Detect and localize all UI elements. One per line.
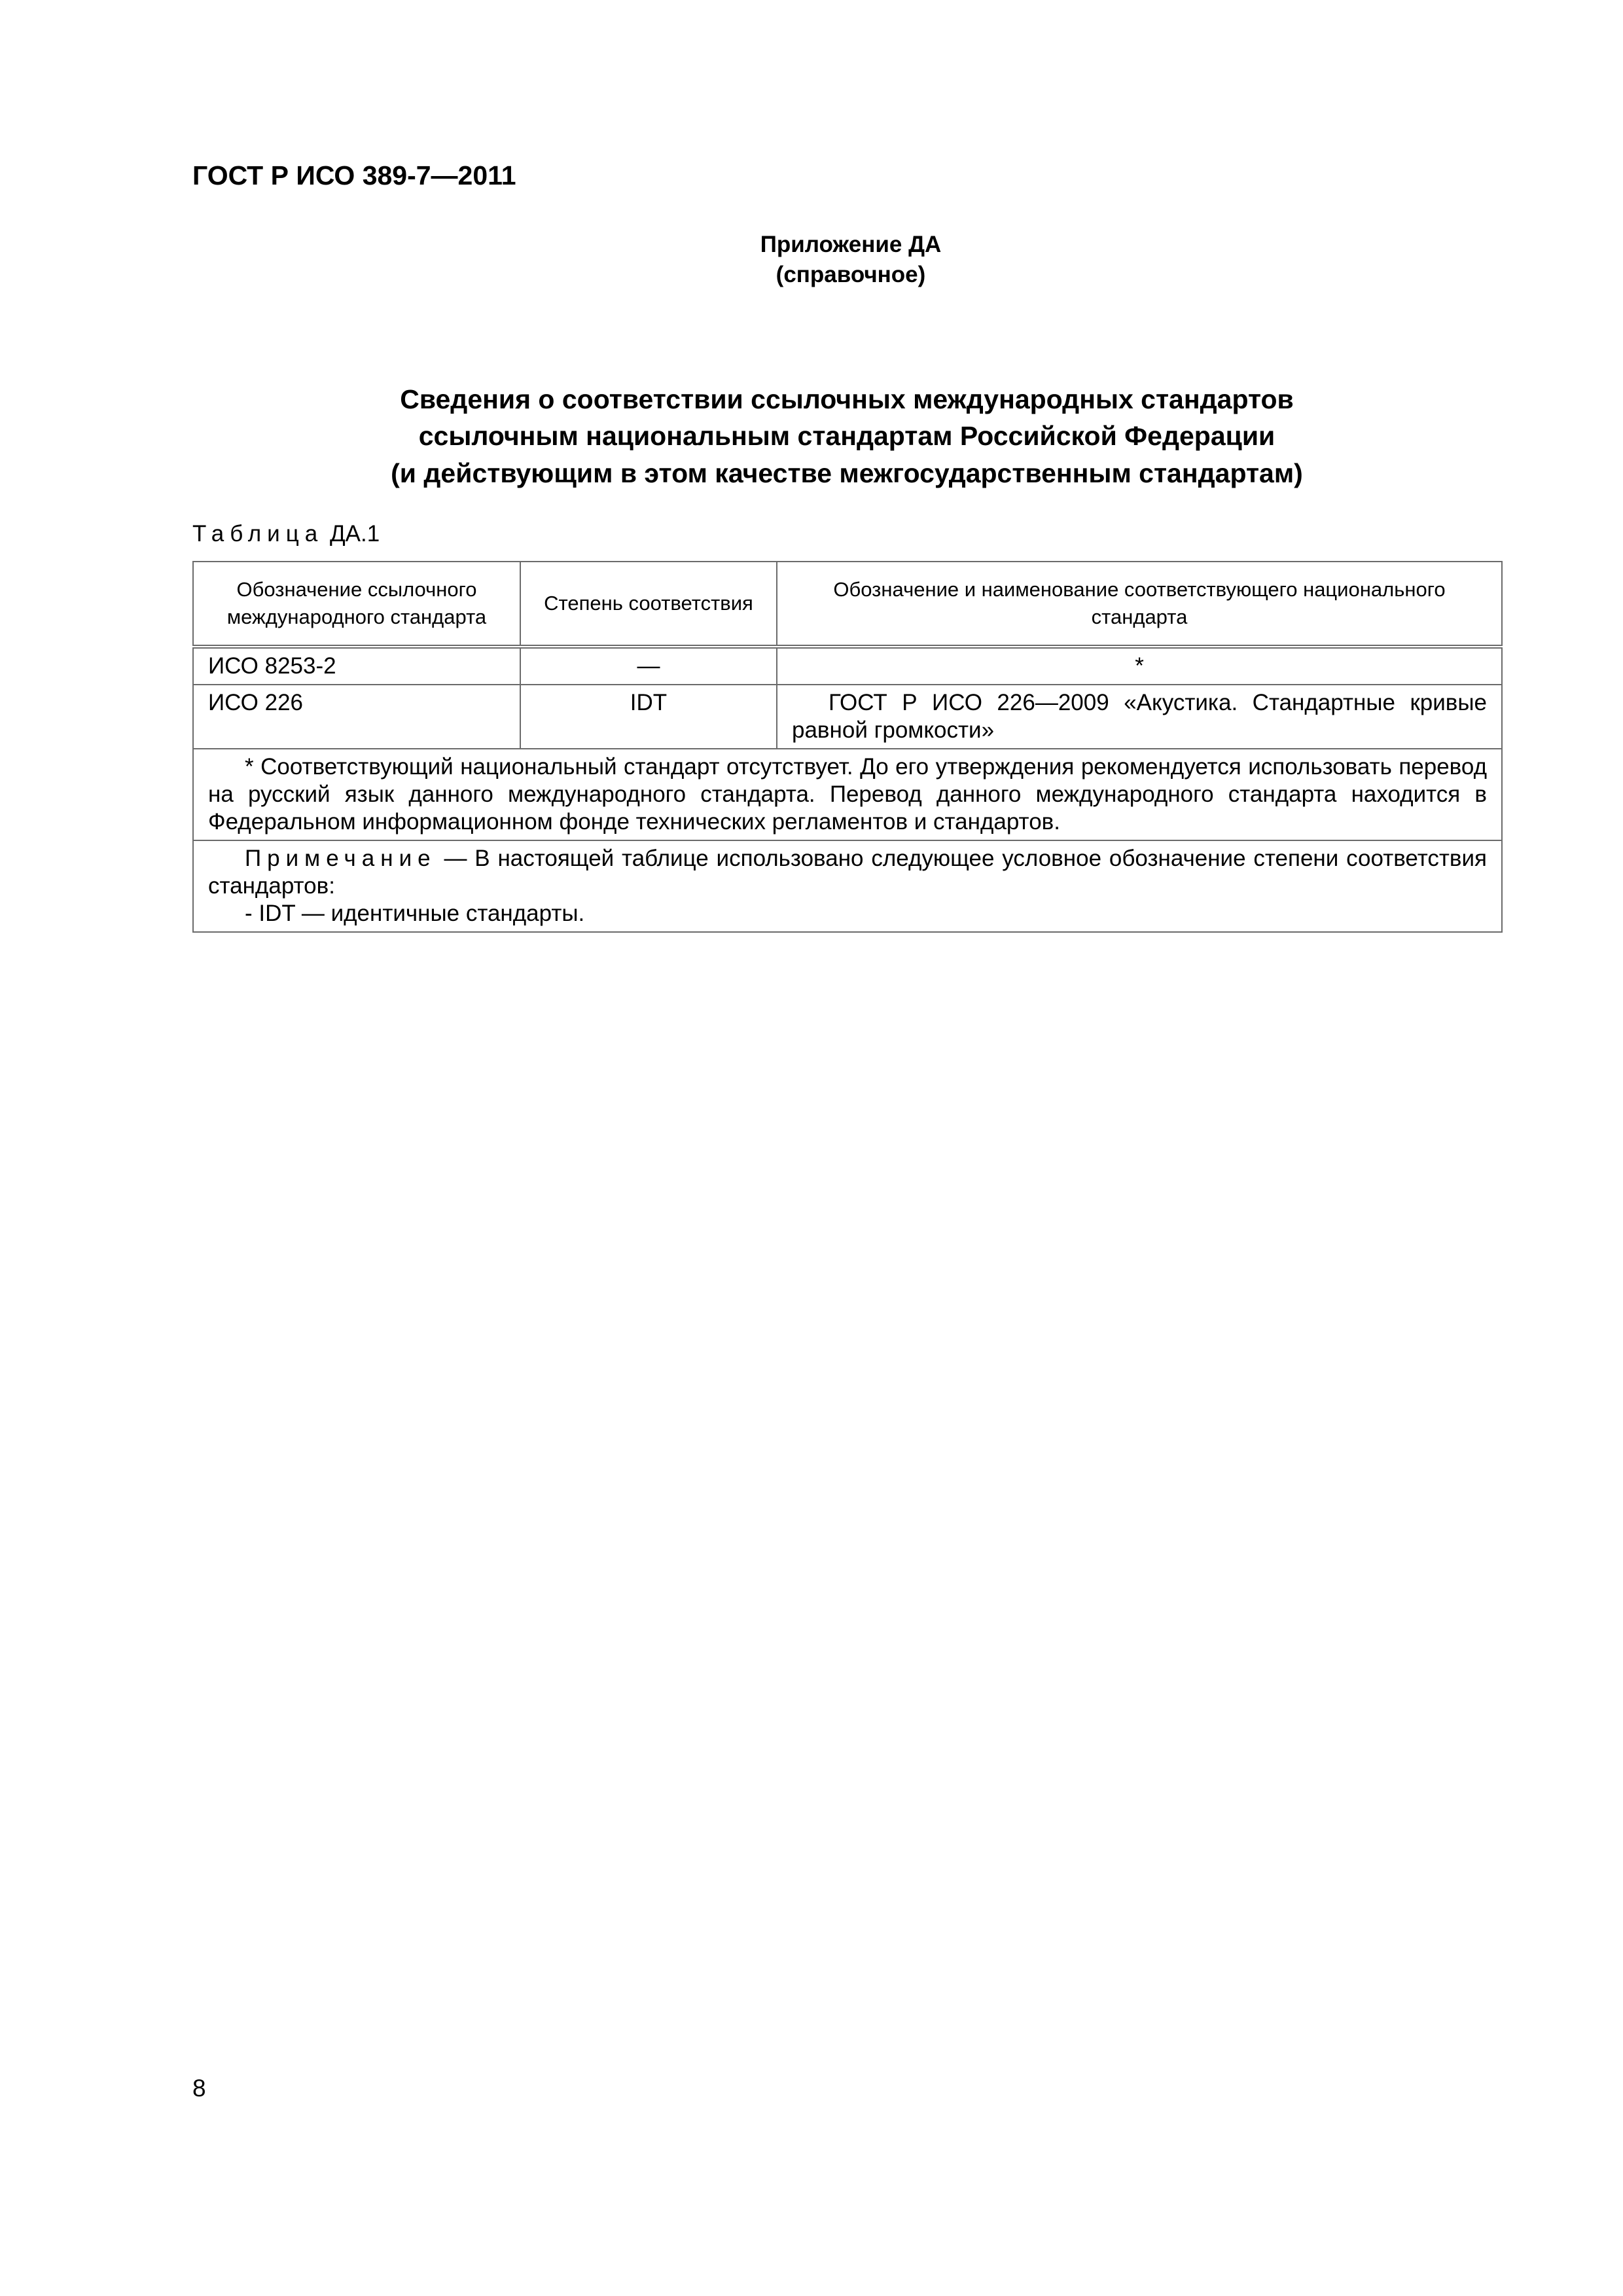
heading-line-2: ссылочным национальным стандартам Российской Федерации: [418, 421, 1275, 451]
table-header-row: [193, 562, 1502, 647]
cell-degree: IDT: [520, 685, 777, 749]
note-body: — В настоящей таблице использовано следующее условное обозначение степени соответствия стандартов:: [208, 846, 1487, 899]
header-degree: Степень соответствия: [520, 562, 777, 647]
header-national-standard: Обозначение и наименование соответствующего национального стандарта: [777, 562, 1502, 647]
table-label: [192, 521, 380, 547]
annex-title: Приложение ДА: [760, 232, 942, 257]
heading-line-3: (и действующим в этом качестве межгосударственным стандартам): [391, 458, 1303, 488]
table-label-number: ДА.1: [329, 521, 380, 547]
header-intl-standard: Обозначение ссылочного международного стандарта: [193, 562, 520, 647]
correspondence-table: [192, 561, 1503, 933]
note-item: - IDT — идентичные стандарты.: [245, 901, 585, 926]
annex-kind: (справочное): [776, 262, 926, 287]
table-row: [193, 647, 1502, 685]
cell-national: ГОСТ Р ИСО 226—2009 «Акустика. Стандартные кривые равной громкости»: [777, 685, 1502, 749]
cell-degree: —: [520, 647, 777, 685]
page-number: 8: [192, 2075, 206, 2102]
table-label-word: Таблица: [192, 521, 324, 547]
table-note-text: [208, 845, 1487, 900]
heading-line-1: Сведения о соответствии ссылочных международных стандартов: [400, 384, 1294, 414]
cell-intl: ИСО 8253-2: [193, 647, 520, 685]
table-footnote: * Соответствующий национальный стандарт отсутствует. До его утверждения рекомендуется использовать перевод на русский язык данного международного стандарта. Перевод данного международного стандарта находится в Федеральном информационном фонде технических регламентов и стандартов.: [193, 749, 1502, 840]
note-word: Примечание: [245, 846, 437, 871]
document-code: ГОСТ Р ИСО 389-7—2011: [192, 160, 516, 190]
table-row: [193, 685, 1502, 749]
table-note-row: [193, 840, 1502, 932]
table-footnote-row: [193, 749, 1502, 840]
table-note: [193, 840, 1502, 932]
cell-intl: ИСО 226: [193, 685, 520, 749]
cell-national: *: [777, 647, 1502, 685]
